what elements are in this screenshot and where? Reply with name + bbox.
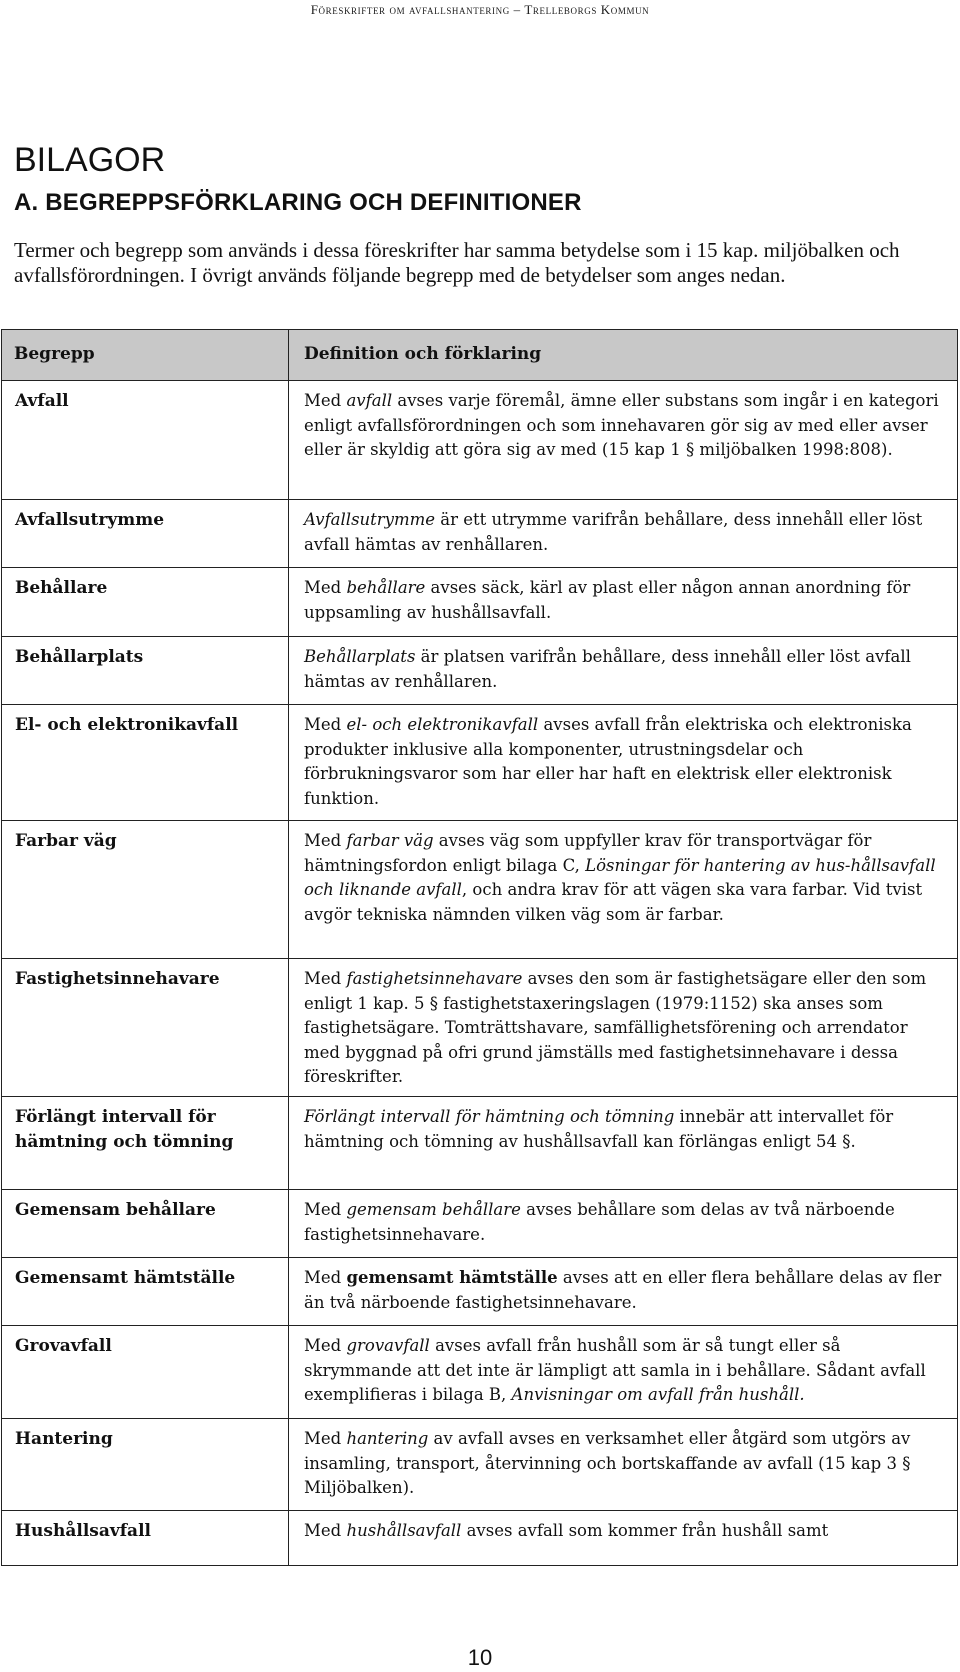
term-cell: Gemensam behållare: [2, 1190, 289, 1258]
term-cell: El- och elektronikavfall: [2, 705, 289, 821]
term-cell: Fastighetsinnehavare: [2, 959, 289, 1097]
table-row: [2, 1190, 958, 1258]
appendix-heading: BILAGOR: [14, 141, 166, 179]
column-header-term: Begrepp: [2, 330, 289, 381]
definition-cell: Med gemensamt hämtställe avses att en eller flera behållare delas av fler än två närboende fastighetsinnehavare.: [289, 1258, 958, 1326]
definition-cell: Med behållare avses säck, kärl av plast eller någon annan anordning för uppsamling av hushållsavfall.: [289, 568, 958, 637]
column-header-definition: Definition och förklaring: [289, 330, 958, 381]
running-header: Föreskrifter om avfallshantering – Trelleborgs Kommun: [310, 2, 650, 17]
table-row: [2, 1258, 958, 1326]
definition-cell: Med avfall avses varje föremål, ämne eller substans som ingår i en kategori enligt avfallsförordningen och som innehavaren gör sig av med eller avser eller är skyldig att göra sig av med (15 kap 1 § miljöbalken 1998:808).: [289, 381, 958, 500]
table-row: [2, 1511, 958, 1566]
term-cell: Avfall: [2, 381, 289, 500]
term-cell: Avfallsutrymme: [2, 500, 289, 568]
table-row: [2, 568, 958, 637]
definition-cell: Med fastighetsinnehavare avses den som är fastighetsägare eller den som enligt 1 kap. 5 § fastighetstaxeringslagen (1979:1152) ska anses som fastighetsägare. Tomträttshavare, samfällighetsförening och arrendator med byggnad på ofri grund jämställs med fastighetsinnehavare i dessa föreskrifter.: [289, 959, 958, 1097]
page-number: 10: [467, 1645, 493, 1670]
definitions-table: [1, 329, 958, 1566]
intro-paragraph: Termer och begrepp som används i dessa föreskrifter har samma betydelse som i 15 kap. miljöbalken och avfallsförordningen. I övrigt används följande begrepp med de betydelser som anges nedan.: [14, 238, 900, 287]
definitions-body: [2, 381, 958, 1566]
term-cell: Farbar väg: [2, 821, 289, 959]
section-title: A. BEGREPPSFÖRKLARING OCH DEFINITIONER: [14, 189, 582, 216]
table-row: [2, 1419, 958, 1511]
table-row: [2, 959, 958, 1097]
term-cell: Hantering: [2, 1419, 289, 1511]
table-row: [2, 381, 958, 500]
table-row: [2, 1097, 958, 1190]
definition-cell: Med el- och elektronikavfall avses avfall från elektriska och elektroniska produkter inklusive alla komponenter, utrustningsdelar och förbrukningsvaror som har eller har haft en elektrisk eller elektronisk funktion.: [289, 705, 958, 821]
term-cell: Hushållsavfall: [2, 1511, 289, 1566]
term-cell: Gemensamt hämtställe: [2, 1258, 289, 1326]
table-row: [2, 821, 958, 959]
definition-cell: Förlängt intervall för hämtning och tömning innebär att intervallet för hämtning och tömning av hushållsavfall kan förlängas enligt 54 §.: [289, 1097, 958, 1190]
table-row: [2, 705, 958, 821]
term-cell: Grovavfall: [2, 1326, 289, 1419]
definition-cell: Med gemensam behållare avses behållare som delas av två närboende fastighetsinnehavare.: [289, 1190, 958, 1258]
table-row: [2, 637, 958, 705]
definition-cell: Med hantering av avfall avses en verksamhet eller åtgärd som utgörs av insamling, transport, återvinning och bortskaffande av avfall (15 kap 3 § Miljöbalken).: [289, 1419, 958, 1511]
term-cell: Förlängt intervall för hämtning och tömning: [2, 1097, 289, 1190]
definition-cell: Med hushållsavfall avses avfall som kommer från hushåll samt: [289, 1511, 958, 1566]
table-header-row: [2, 330, 958, 381]
definition-cell: Med grovavfall avses avfall från hushåll som är så tungt eller så skrymmande att det inte är lämpligt att samla in i behållare. Sådant avfall exemplifieras i bilaga B, Anvisningar om avfall från hushåll.: [289, 1326, 958, 1419]
term-cell: Behållarplats: [2, 637, 289, 705]
definition-cell: Avfallsutrymme är ett utrymme varifrån behållare, dess innehåll eller löst avfall hämtas av renhållaren.: [289, 500, 958, 568]
table-row: [2, 1326, 958, 1419]
term-cell: Behållare: [2, 568, 289, 637]
definition-cell: Med farbar väg avses väg som uppfyller krav för transportvägar för hämtningsfordon enligt bilaga C, Lösningar för hantering av hus-hållsavfall och liknande avfall, och andra krav för att vägen ska vara farbar. Vid tvist avgör tekniska nämnden vilken väg som är farbar.: [289, 821, 958, 959]
definition-cell: Behållarplats är platsen varifrån behållare, dess innehåll eller löst avfall hämtas av renhållaren.: [289, 637, 958, 705]
table-row: [2, 500, 958, 568]
